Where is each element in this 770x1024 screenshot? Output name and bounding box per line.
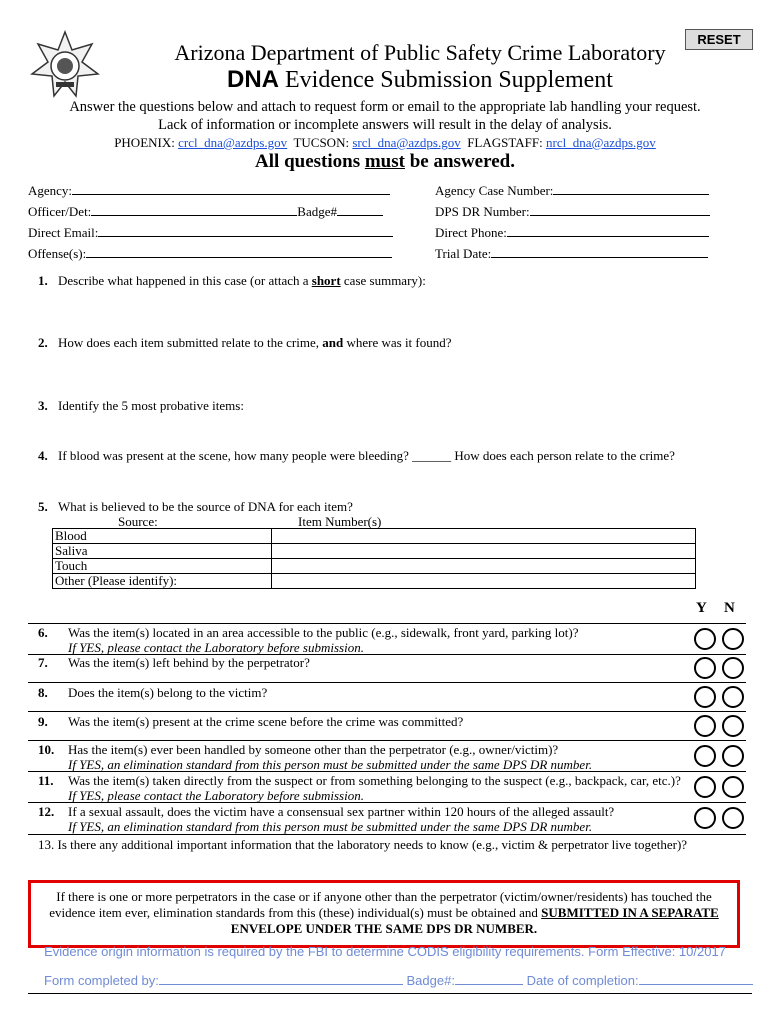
direct-phone-label: Direct Phone:: [435, 225, 507, 240]
row-text: If a sexual assault, does the victim have a consensual sex partner within 120 hours of the alleged assault?: [68, 804, 615, 819]
table-row: [53, 574, 696, 589]
form-title: [0, 66, 770, 94]
all-q-suffix: be answered.: [404, 151, 515, 172]
yes-radio[interactable]: [694, 715, 716, 737]
lab-title: Arizona Department of Public Safety Crime Laboratory: [174, 40, 666, 65]
question-row-8: [28, 683, 746, 712]
offenses-field[interactable]: [28, 245, 392, 262]
table-row: [53, 559, 696, 574]
dps-dr-field[interactable]: [435, 203, 710, 220]
direct-email-input[interactable]: [98, 224, 393, 237]
yes-radio[interactable]: [694, 745, 716, 767]
question-row-11: [28, 772, 746, 803]
yes-radio[interactable]: [694, 776, 716, 798]
notice-line2-text: evidence item ever, elimination standards from this (these) individual(s) must be obtained and: [49, 905, 542, 920]
notice-line2-emphasis: SUBMITTED IN A SEPARATE: [541, 905, 719, 920]
q2-text: How does each item submitted relate to the crime,: [58, 335, 323, 350]
yes-radio[interactable]: [694, 686, 716, 708]
completed-by-input[interactable]: [159, 972, 403, 985]
row-note: If YES, please contact the Laboratory before submission.: [68, 640, 364, 655]
yes-radio[interactable]: [694, 807, 716, 829]
all-questions-heading: [0, 151, 770, 173]
item-number-input[interactable]: [272, 544, 696, 559]
no-radio[interactable]: [722, 657, 744, 679]
source-cell: Touch: [53, 559, 272, 574]
row-text: Has the item(s) ever been handled by someone other than the perpetrator (e.g., owner/victim)?: [68, 742, 559, 757]
row-number: 8.: [38, 685, 48, 700]
item-number-column-header: Item Number(s): [298, 514, 382, 529]
question-row-7: [28, 655, 746, 683]
notice-line2: [31, 905, 737, 921]
agency-case-label: Agency Case Number:: [435, 183, 554, 198]
table-row: [53, 529, 696, 544]
reset-button[interactable]: RESET: [685, 29, 753, 50]
row-text: Was the item(s) present at the crime scene before the crime was committed?: [68, 714, 464, 729]
agency-case-input[interactable]: [553, 182, 709, 195]
row-number: 10.: [38, 742, 55, 757]
completed-date-label: Date of completion:: [526, 973, 639, 988]
question-row-9: [28, 712, 746, 741]
q1-text-end: case summary):: [340, 273, 426, 288]
tucson-label: TUCSON:: [293, 135, 353, 150]
row-number: 6.: [38, 625, 48, 640]
dna-source-table: [52, 528, 696, 589]
q3-number: 3.: [38, 398, 48, 413]
instructions-line1: Answer the questions below and attach to request form or email to the appropriate lab handling your request.: [69, 99, 701, 115]
dps-dr-label: DPS DR Number:: [435, 204, 530, 219]
instructions-line2: Lack of information or incomplete answers will result in the delay of analysis.: [158, 117, 612, 133]
all-q-prefix: All questions: [255, 151, 365, 172]
completed-badge-label: Badge#:: [406, 973, 455, 988]
flagstaff-label: FLAGSTAFF:: [467, 135, 546, 150]
q5-number: 5.: [38, 499, 48, 514]
no-radio[interactable]: [722, 807, 744, 829]
instructions: [0, 98, 770, 134]
row-note: If YES, an elimination standard from this person must be submitted under the same DPS DR number.: [68, 757, 593, 772]
row-number: 7.: [38, 655, 48, 670]
direct-email-label: Direct Email:: [28, 225, 99, 240]
row-number: 12.: [38, 804, 55, 819]
row-note: If YES, an elimination standard from this person must be submitted under the same DPS DR number.: [68, 819, 593, 834]
phoenix-email-link[interactable]: crcl_dna@azdps.gov: [178, 135, 288, 150]
completion-fields: [44, 972, 753, 988]
officer-field[interactable]: [28, 203, 383, 220]
footer-divider: [28, 993, 752, 994]
form-title-rest: Evidence Submission Supplement: [279, 67, 613, 93]
notice-line1: If there is one or more perpetrators in the case or if anyone other than the perpetrator (victim/owner/residents) has touched the: [56, 889, 712, 904]
all-q-must: must: [364, 151, 405, 172]
item-number-input[interactable]: [272, 529, 696, 544]
question-5: [38, 499, 353, 515]
q2-emphasis: and: [322, 335, 344, 350]
q1-number: 1.: [38, 273, 48, 288]
no-radio[interactable]: [722, 628, 744, 650]
badge-label: Badge#: [297, 204, 338, 219]
elimination-standards-notice: [28, 880, 740, 948]
yes-radio[interactable]: [694, 628, 716, 650]
tucson-email-link[interactable]: srcl_dna@azdps.gov: [352, 135, 461, 150]
question-4: [38, 448, 675, 464]
question-3: [38, 398, 244, 414]
offenses-input[interactable]: [86, 245, 392, 258]
item-number-input[interactable]: [272, 559, 696, 574]
no-radio[interactable]: [722, 776, 744, 798]
form-title-dna: DNA: [227, 66, 279, 93]
q2-number: 2.: [38, 335, 48, 350]
badge-input[interactable]: [337, 203, 383, 216]
direct-phone-field[interactable]: [435, 224, 709, 241]
row-number: 9.: [38, 714, 48, 729]
item-number-input[interactable]: [272, 574, 696, 589]
q1-emphasis: short: [311, 273, 341, 288]
row-note: If YES, please contact the Laboratory before submission.: [68, 788, 364, 803]
agency-field[interactable]: [28, 182, 390, 199]
row-text: Was the item(s) located in an area accessible to the public (e.g., sidewalk, front yard, parking lot)?: [68, 625, 579, 640]
q3-text: Identify the 5 most probative items:: [58, 398, 244, 413]
trial-date-field[interactable]: [435, 245, 708, 262]
completed-badge-input[interactable]: [455, 972, 523, 985]
q1-text: Describe what happened in this case (or attach a: [58, 273, 312, 288]
row-text: Was the item(s) taken directly from the suspect or from something belonging to the suspect (e.g., backpack, car, etc.)?: [68, 773, 681, 788]
direct-phone-input[interactable]: [507, 224, 709, 237]
q4-number: 4.: [38, 448, 48, 463]
officer-label: Officer/Det:: [28, 204, 92, 219]
question-1: [38, 273, 426, 289]
direct-email-field[interactable]: [28, 224, 393, 241]
no-radio[interactable]: [722, 686, 744, 708]
question-2: [38, 335, 452, 351]
no-radio[interactable]: [722, 745, 744, 767]
flagstaff-email-link[interactable]: nrcl_dna@azdps.gov: [546, 135, 656, 150]
row-text: Was the item(s) left behind by the perpetrator?: [68, 655, 310, 670]
completed-date-input[interactable]: [639, 972, 753, 985]
q4-text: If blood was present at the scene, how many people were bleeding? ______ How does each person relate to the crime?: [58, 448, 675, 463]
fbi-codis-note: Evidence origin information is required by the FBI to determine CODIS eligibility requirements. Form Effective: 10/2017: [44, 944, 726, 959]
trial-date-input[interactable]: [491, 245, 708, 258]
question-row-6: [28, 624, 746, 655]
question-row-12: [28, 803, 746, 835]
notice-line3: ENVELOPE UNDER THE SAME DPS DR NUMBER.: [230, 921, 538, 936]
q5-text: What is believed to be the source of DNA for each item?: [58, 499, 353, 514]
agency-case-field[interactable]: [435, 182, 709, 199]
source-cell: Blood: [53, 529, 272, 544]
lab-emails: [0, 135, 770, 151]
phoenix-label: PHOENIX:: [114, 135, 179, 150]
no-column-header: N: [724, 600, 735, 616]
question-row-10: [28, 741, 746, 772]
source-cell: Saliva: [53, 544, 272, 559]
agency-label: Agency:: [28, 183, 73, 198]
offenses-label: Offense(s):: [28, 246, 87, 261]
no-radio[interactable]: [722, 715, 744, 737]
row-number: 11.: [38, 773, 54, 788]
yes-radio[interactable]: [694, 657, 716, 679]
row-text: Does the item(s) belong to the victim?: [68, 685, 268, 700]
q2-text-end: where was it found?: [343, 335, 452, 350]
trial-date-label: Trial Date:: [435, 246, 492, 261]
yes-column-header: Y: [696, 600, 707, 616]
officer-input[interactable]: [91, 203, 297, 216]
agency-input[interactable]: [72, 182, 390, 195]
completed-by-label: Form completed by:: [44, 973, 159, 988]
question-13: 13. Is there any additional important information that the laboratory needs to know (e.g., victim & perpetrator live together)?: [38, 837, 688, 852]
table-row: [53, 544, 696, 559]
source-column-header: Source:: [118, 514, 158, 529]
source-cell: Other (Please identify):: [53, 574, 272, 589]
dps-dr-input[interactable]: [530, 203, 710, 216]
